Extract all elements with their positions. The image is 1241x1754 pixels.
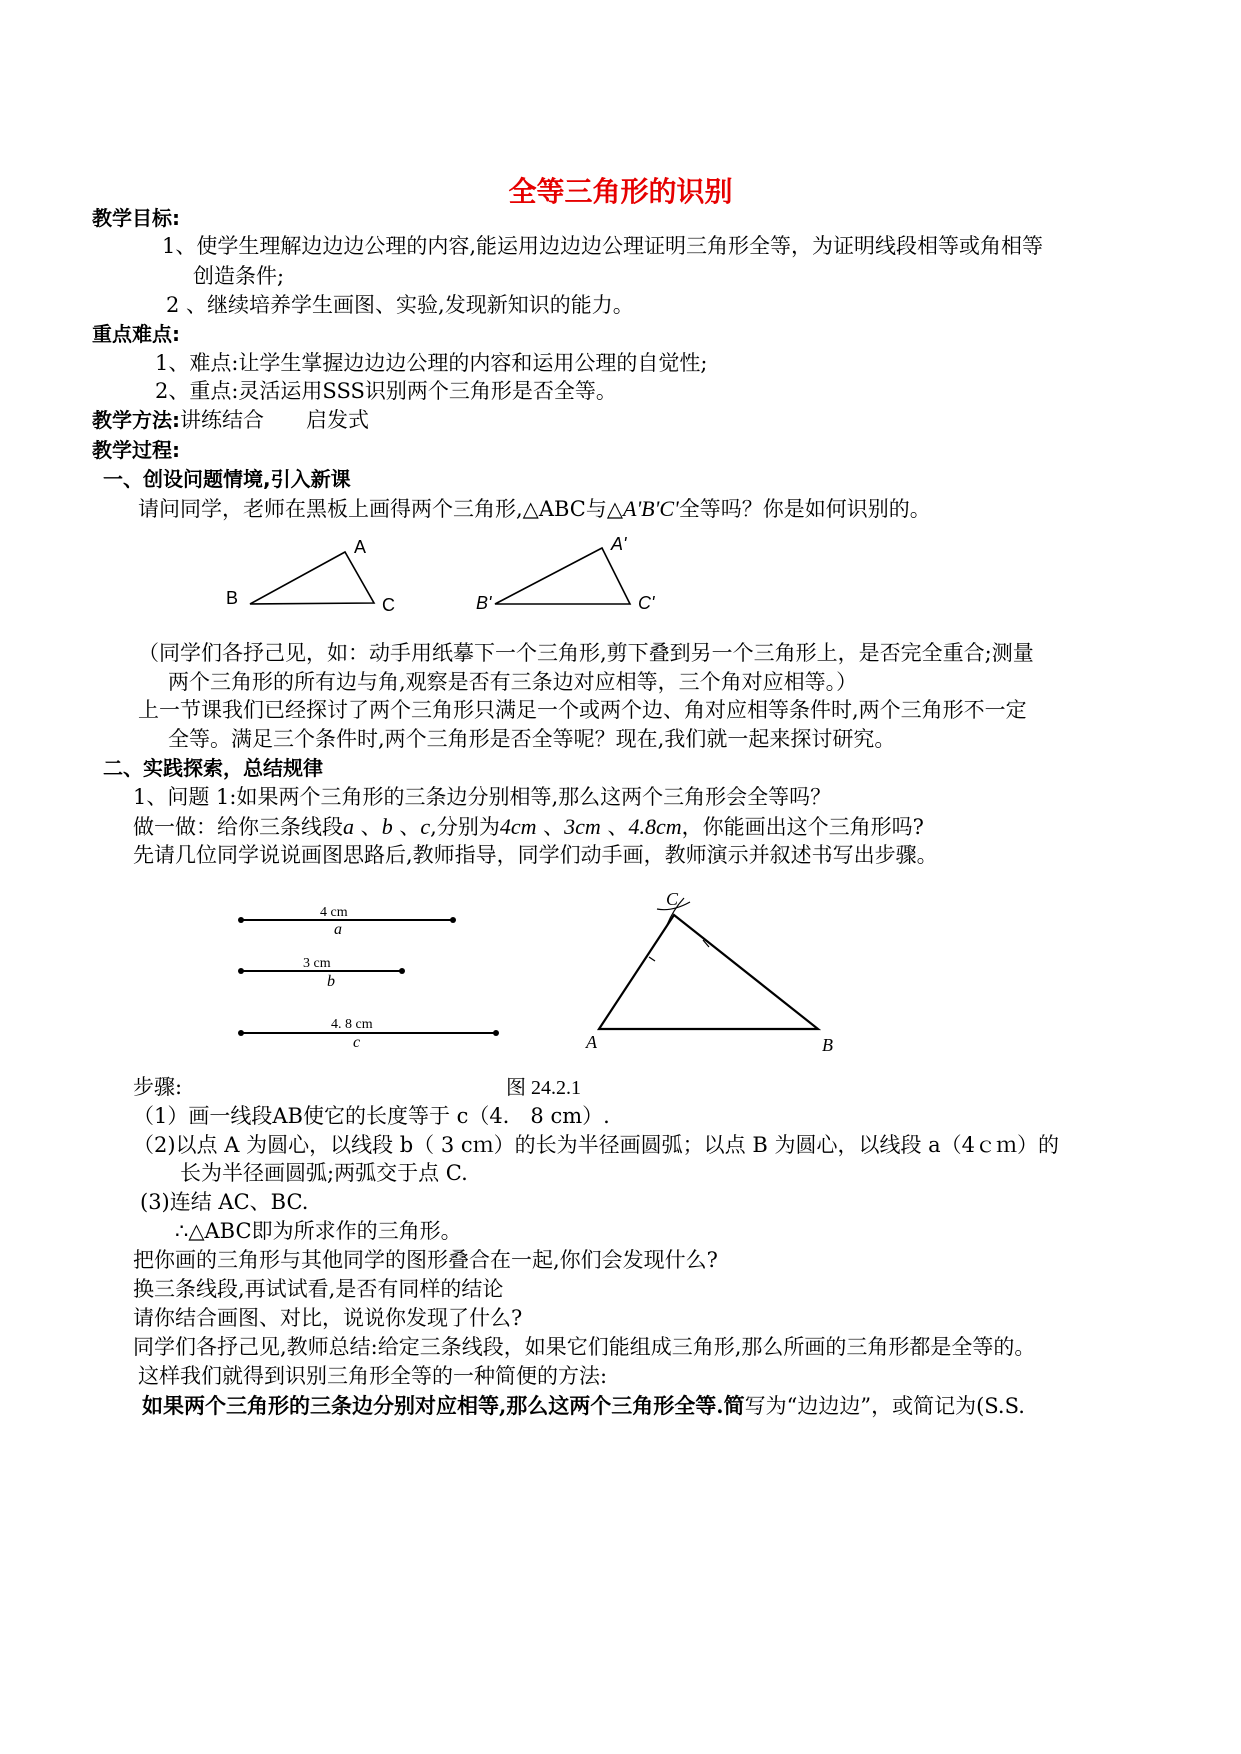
vertex-c: C <box>666 889 679 909</box>
process-heading: 教学过程: <box>92 438 180 462</box>
step-3: (3)连结 AC、BC. <box>140 1190 309 1214</box>
tick-ac <box>649 957 655 961</box>
triangle-name: A'B'C' <box>623 496 679 521</box>
key-points-heading: 重点难点: <box>92 322 180 346</box>
seg-a-var: a <box>343 814 354 839</box>
problem-1: 1、问题 1:如果两个三角形的三条边分别相等,那么这两个三角形会全等吗？ <box>133 785 832 809</box>
objective-item-2: 2 、继续培养学生画图、实验,发现新知识的能力。 <box>166 293 634 317</box>
key-point-1: 1、难点:让学生掌握边边边公理的内容和运用公理的自觉性; <box>155 351 708 375</box>
label-a-prime: A' <box>611 534 627 554</box>
method-intro: 这样我们就得到识别三角形全等的一种简便的方法: <box>138 1364 608 1388</box>
sss-rule-rest: 写为“边边边”，或简记为(S.S. <box>744 1394 1025 1418</box>
section1-para1-line2: 两个三角形的所有边与角,观察是否有三条边对应相等，三个角对应相等。） <box>168 670 858 694</box>
segment-c-length: 4. 8 cm <box>331 1017 373 1032</box>
sep: 、 <box>354 815 382 839</box>
section1-heading: 一、创设问题情境,引入新课 <box>103 467 351 491</box>
seg-c-var: c <box>420 814 431 839</box>
constructed-triangle <box>599 915 818 1029</box>
sep: 、 <box>392 815 421 839</box>
label-b-prime: B' <box>476 593 492 613</box>
sss-rule-bold: 如果两个三角形的三条边分别对应相等,那么这两个三角形全等.简 <box>142 1393 745 1418</box>
segment-b-length: 3 cm <box>303 956 331 971</box>
method-heading: 教学方法: <box>92 408 180 432</box>
segment-c-name: c <box>353 1034 361 1051</box>
section2-heading: 二、实践探索，总结规律 <box>103 756 323 780</box>
segment-a-length: 4 cm <box>320 905 348 920</box>
objective-item-1: 1、使学生理解边边边公理的内容,能运用边边边公理证明三角形全等，为证明线段相等或角相等 <box>162 234 1044 258</box>
segment-b-name: b <box>327 973 335 990</box>
try-text-end: ，你能画出这个三角形吗? <box>681 815 924 839</box>
page-title: 全等三角形的识别 <box>508 175 733 208</box>
vertex-a: A <box>586 1032 597 1052</box>
value-4cm: 4cm <box>499 814 537 839</box>
try-text-mid: ,分别为 <box>430 815 500 839</box>
label-c-prime: C' <box>638 593 655 613</box>
sep: 、 <box>536 815 565 839</box>
try-text: 做一做：给你三条线段 <box>133 815 343 839</box>
objectives-heading: 教学目标: <box>92 206 180 230</box>
segment-a-name: a <box>334 921 342 938</box>
sss-rule <box>142 1395 1025 1417</box>
method-text: 讲练结合 启发式 <box>180 408 369 432</box>
step-1: （1）画一线段AB使它的长度等于 c（4． 8 cm）. <box>133 1104 610 1128</box>
label-b: B <box>226 588 239 608</box>
step-2: （2)以点 A 为圆心，以线段 b（ 3 cｍ）的长为半径画圆弧；以点 B 为圆心，以线段 a（4ｃｍ）的 <box>133 1133 1059 1157</box>
section1-para2-line2: 全等。满足三个条件时,两个三角形是否全等呢？现在,我们就一起来探讨研究。 <box>168 727 896 751</box>
section1-para2-line1: 上一节课我们已经探讨了两个三角形只满足一个或两个边、角对应相等条件时,两个三角形不一定 <box>138 698 1027 722</box>
objective-item-1-cont: 创造条件; <box>193 264 285 288</box>
label-c: C <box>382 595 395 615</box>
figure-caption: 图 24.2.1 <box>506 1077 581 1099</box>
question-1: 把你画的三角形与其他同学的图形叠合在一起,你们会发现什么? <box>133 1248 718 1272</box>
teacher-summary: 同学们各抒己见,教师总结:给定三条线段，如果它们能组成三角形,那么所画的三角形都是全等的。 <box>133 1335 1036 1359</box>
question-text: 请问同学，老师在黑板上画得两个三角形,△ABC与△ <box>138 497 624 521</box>
key-point-2: 2、重点:灵活运用SSS识别两个三角形是否全等。 <box>155 379 617 403</box>
label-a: A <box>354 537 367 557</box>
sep: 、 <box>600 815 629 839</box>
seg-b-var: b <box>381 814 393 839</box>
value-4-8cm: 4.8cm <box>628 814 682 839</box>
steps-intro: 先请几位同学说说画图思路后,教师指导，同学们动手画，教师演示并叙述书写出步骤。 <box>133 843 938 867</box>
section1-para1-line1: （同学们各抒己见，如：动手用纸摹下一个三角形,剪下叠到另一个三角形上，是否完全重合;测量 <box>138 641 1034 665</box>
question-2: 换三条线段,再试试看,是否有同样的结论 <box>133 1277 504 1301</box>
vertex-b: B <box>822 1035 833 1055</box>
question-text-end: 全等吗？你是如何识别的。 <box>678 497 931 521</box>
question-3: 请你结合画图、对比，说说你发现了什么? <box>133 1306 523 1330</box>
construction-conclusion: ∴△ABC即为所求作的三角形。 <box>175 1219 462 1243</box>
step-2-cont: 长为半径画圆弧;两弧交于点 C. <box>180 1161 468 1185</box>
value-3cm: 3cm <box>564 814 601 839</box>
steps-label: 步骤: <box>133 1075 183 1099</box>
